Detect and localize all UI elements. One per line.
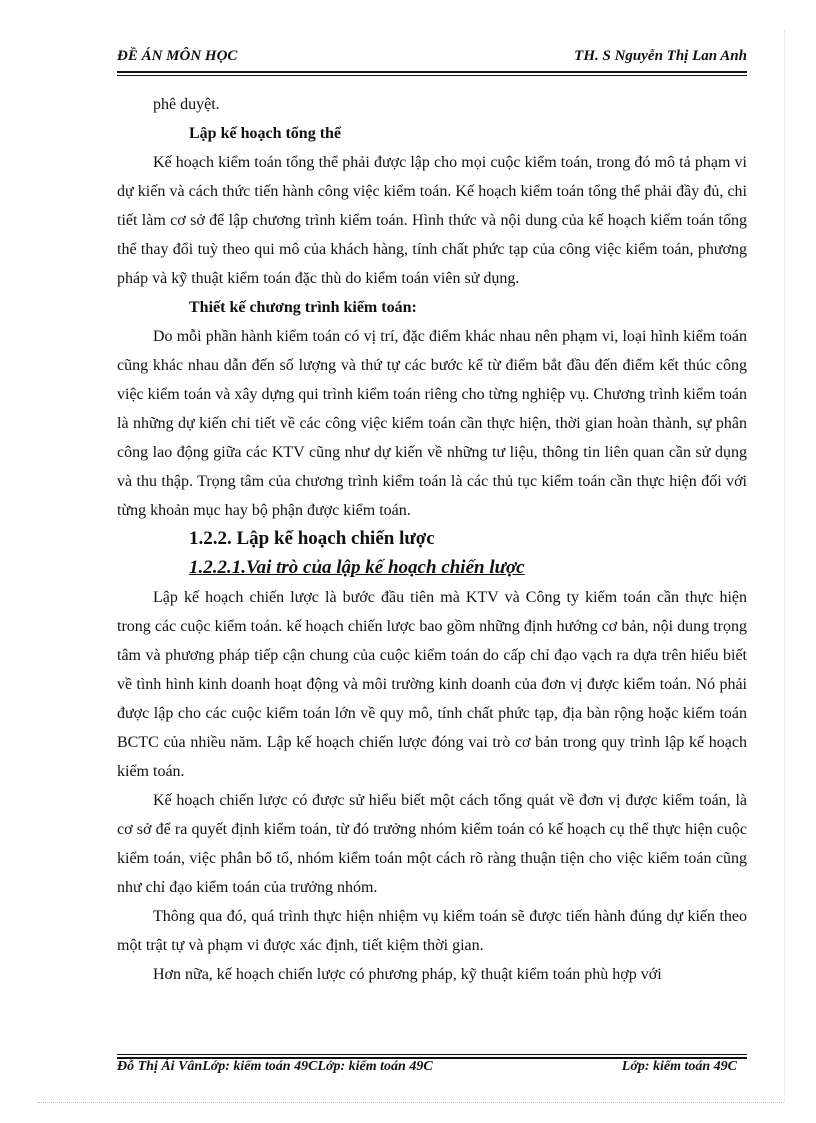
subheading-audit-program: Thiết kế chương trình kiểm toán: — [189, 299, 417, 316]
page-edge-right — [784, 30, 785, 1102]
header-rule — [117, 71, 747, 73]
footer-author: Đỗ Thị Ái VânLớp: kiểm toán 49CLớp: kiểm toán 49C — [117, 1059, 433, 1074]
footer-class: Lớp: kiểm toán 49C — [621, 1059, 737, 1074]
header-rule-thin — [117, 75, 747, 76]
page-header — [117, 48, 747, 70]
document-body — [117, 90, 747, 989]
footer-rule-thin — [117, 1054, 747, 1055]
section-heading: 1.2.2. Lập kế hoạch chiến lược — [189, 528, 435, 549]
page-footer — [117, 1059, 747, 1079]
page-edge-bottom — [38, 1102, 784, 1103]
paragraph: Kế hoạch kiểm toán tổng thể phải được lập cho mọi cuộc kiểm toán, trong đó mô tả phạm vi dự kiến và cách thức tiến hành công việc kiểm toán. Kế hoạch kiểm toán tổng thể phải đầy đủ, chi tiết làm cơ sở để lập chương trình kiểm toán. Hình thức và nội dung của kế hoạch kiểm toán tổng thể thay đổi tuỳ theo qui mô của khách hàng, tính chất phức tạp của công việc kiểm toán, phương pháp và kỹ thuật kiểm toán đặc thù do kiểm toán viên sử dụng. — [117, 154, 747, 287]
header-course-title: ĐỀ ÁN MÔN HỌC — [117, 48, 238, 64]
paragraph: Kế hoạch chiến lược có được sử hiểu biết một cách tổng quát về đơn vị được kiểm toán, là cơ sở để ra quyết định kiểm toán, từ đó trưởng nhóm kiểm toán có kế hoạch cụ thể thực hiện cuộc kiểm toán, việc phân bổ tổ, nhóm kiểm toán một cách rõ ràng thuận tiện cho việc kiểm toán cũng như chỉ đạo kiểm toán của trưởng nhóm. — [117, 792, 747, 896]
paragraph: Lập kế hoạch chiến lược là bước đầu tiên mà KTV và Công ty kiểm toán cần thực hiện trong các cuộc kiểm toán. kế hoạch chiến lược bao gồm những định hướng cơ bản, nội dung trọng tâm và phương pháp tiếp cận chung của cuộc kiểm toán do cấp chỉ đạo vạch ra dựa trên hiểu biết về tình hình kinh doanh hoạt động và môi trường kinh doanh của đơn vị được kiểm toán. Nó phải được lập cho các cuộc kiểm toán lớn về quy mô, tính chất phức tạp, địa bàn rộng hoặc kiểm toán BCTC của nhiều năm. Lập kế hoạch chiến lược đóng vai trò cơ bản trong quy trình lập kế hoạch kiểm toán. — [117, 589, 747, 780]
paragraph: phê duyệt. — [153, 96, 220, 113]
paragraph: Hơn nữa, kế hoạch chiến lược có phương pháp, kỹ thuật kiểm toán phù hợp với — [153, 966, 662, 983]
header-instructor: TH. S Nguyễn Thị Lan Anh — [574, 48, 747, 64]
subsection-heading: 1.2.2.1.Vai trò của lập kế hoạch chiến lược — [189, 557, 525, 578]
paragraph: Do mỗi phần hành kiểm toán có vị trí, đặc điểm khác nhau nên phạm vi, loại hình kiểm toán cũng khác nhau dẫn đến số lượng và thứ tự các bước kể từ điểm bắt đầu đến điểm kết thúc công việc kiểm toán và xây dựng qui trình kiểm toán riêng cho từng nghiệp vụ. Chương trình kiểm toán là những dự kiến chi tiết về các công việc kiểm toán cần thực hiện, thời gian hoàn thành, sự phân công lao động giữa các KTV cũng như dự kiến về những tư liệu, thông tin liên quan cần sử dụng và thu thập. Trọng tâm của chương trình kiểm toán là các thủ tục kiểm toán cần thực hiện đối với từng khoản mục hay bộ phận được kiểm toán. — [117, 328, 747, 519]
paragraph: Thông qua đó, quá trình thực hiện nhiệm vụ kiểm toán sẽ được tiến hành đúng dự kiến theo một trật tự và phạm vi được xác định, tiết kiệm thời gian. — [117, 908, 747, 954]
subheading-overall-plan: Lập kế hoạch tổng thể — [189, 125, 342, 142]
